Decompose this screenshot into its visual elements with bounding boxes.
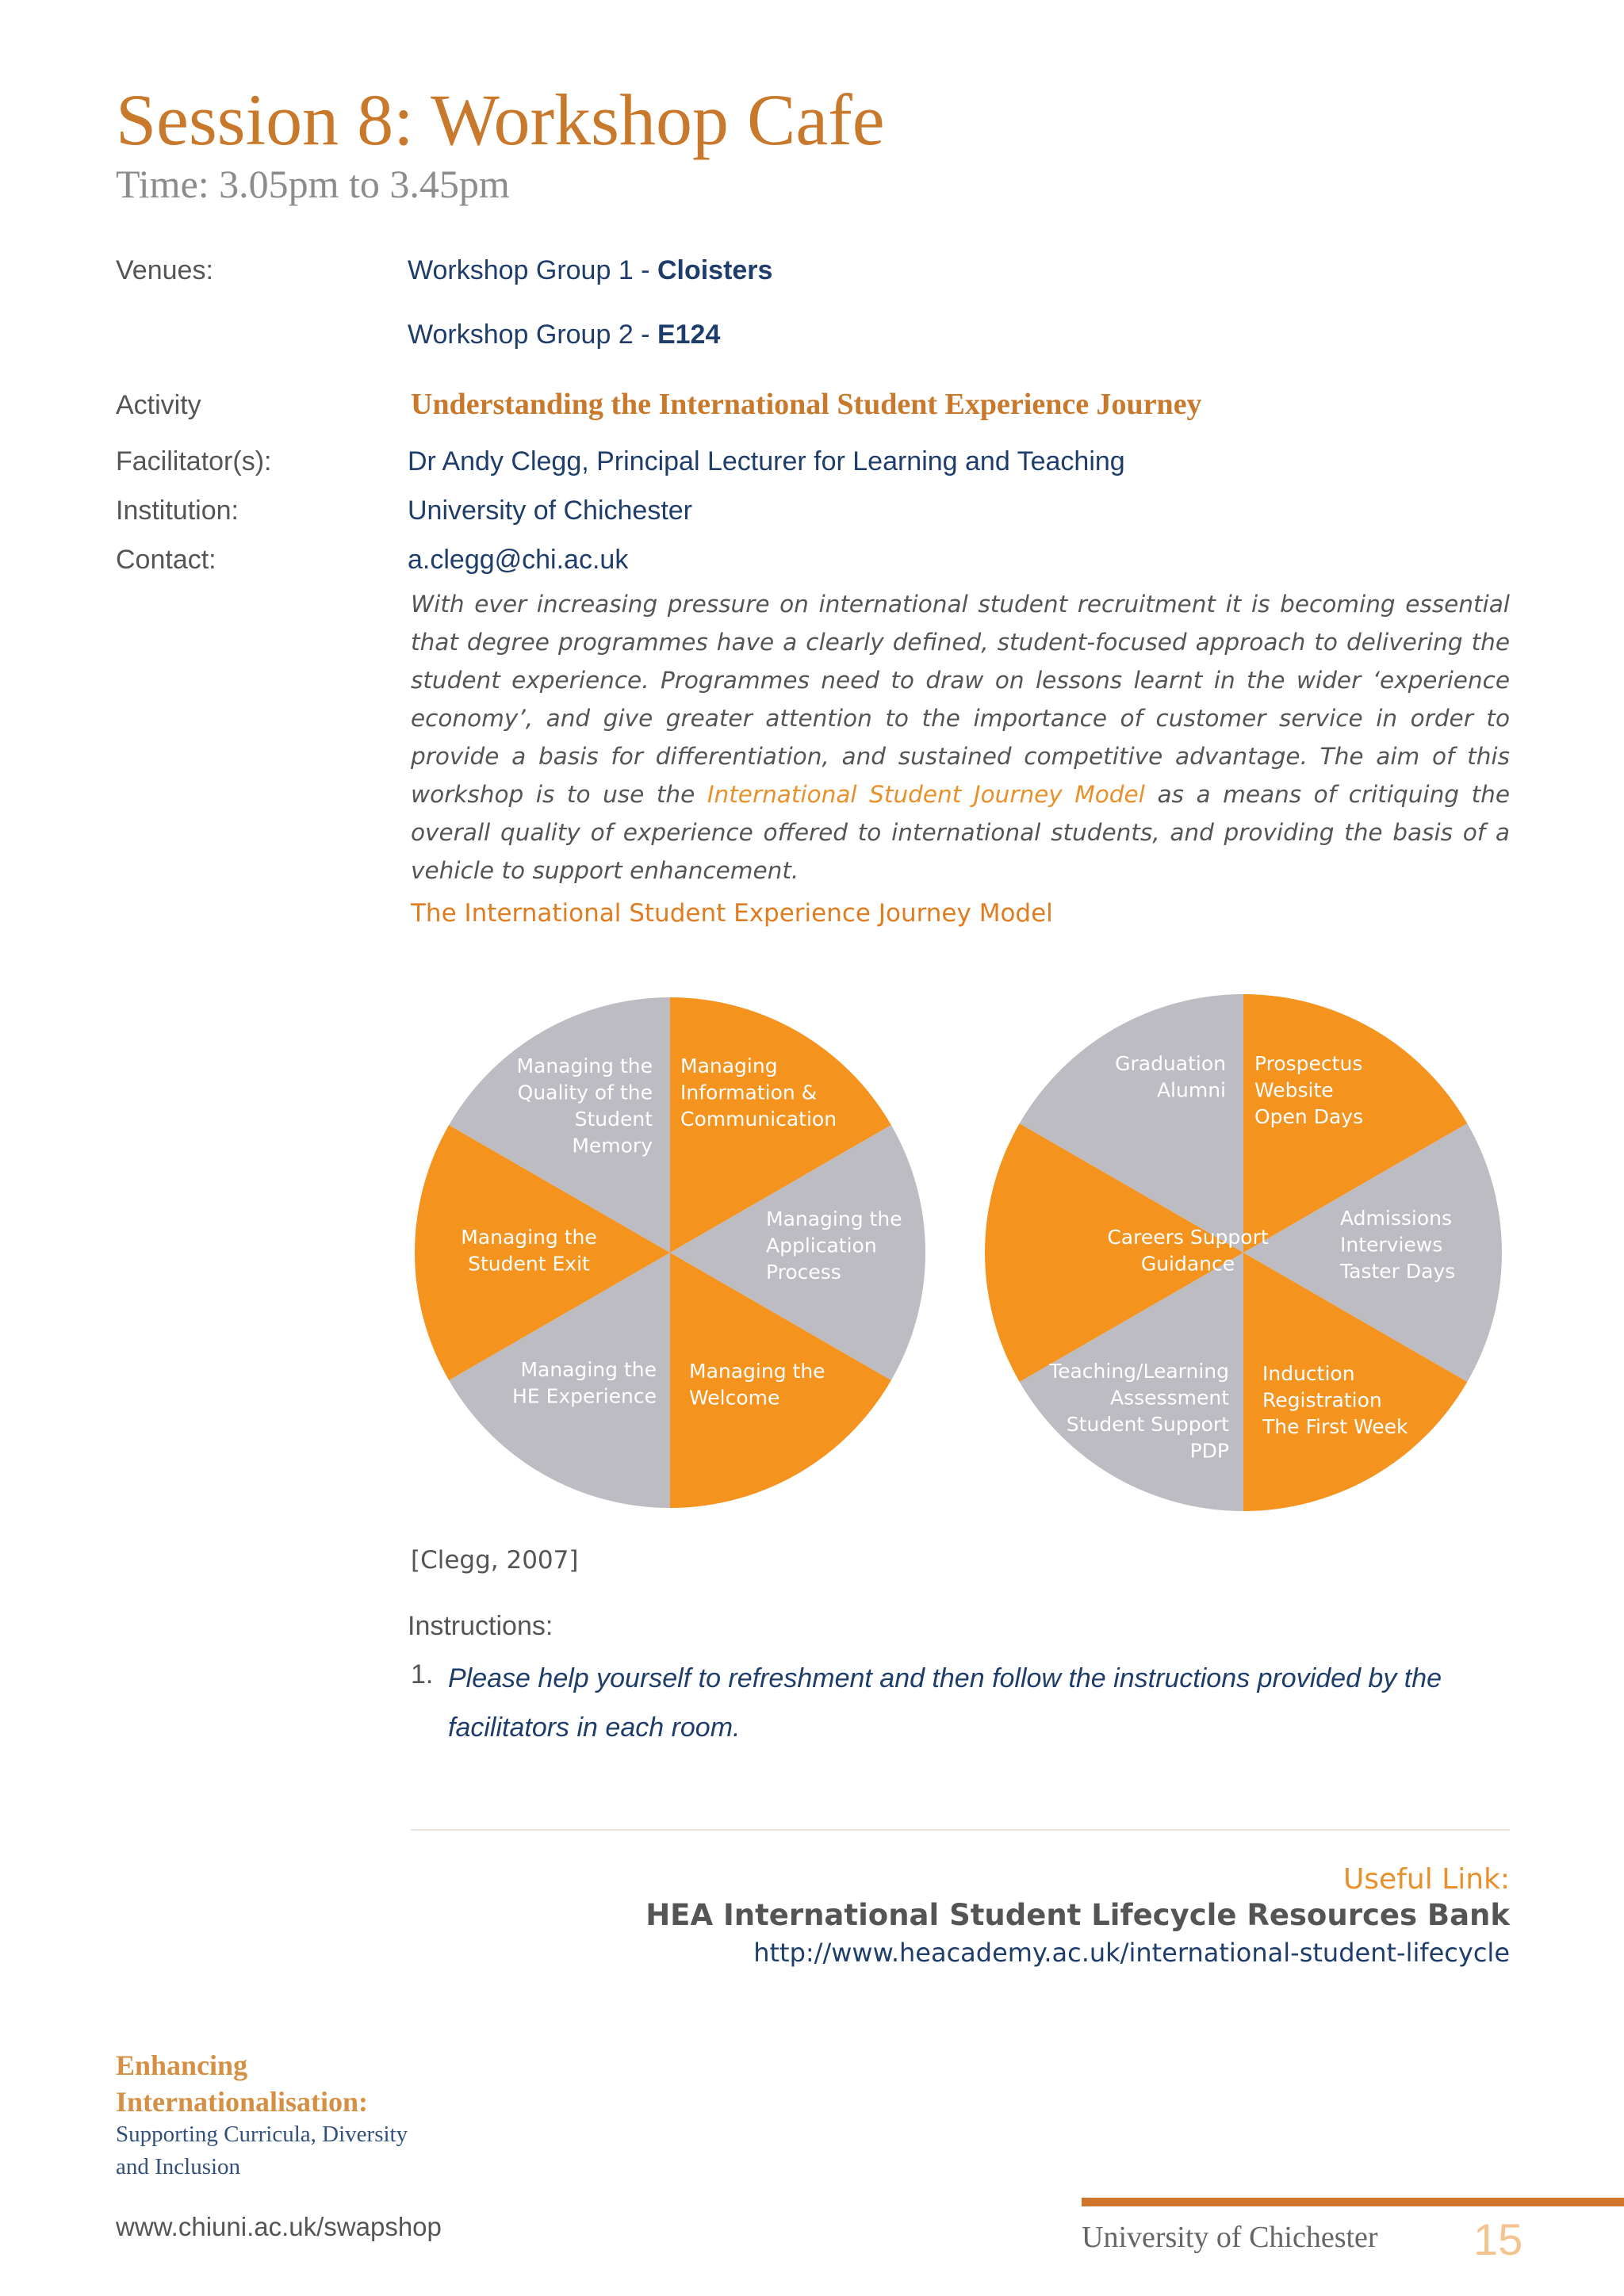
institution-value: University of Chichester [408, 496, 693, 526]
pie-label-line: Student [574, 1108, 653, 1131]
pie-label-line: PDP [1189, 1439, 1229, 1463]
brand-title-line-1: Enhancing [116, 2049, 248, 2081]
pie-label-line: Website [1254, 1078, 1334, 1102]
model-title: The International Student Experience Journey Model [411, 899, 1053, 928]
brand-title-line-2: Internationalisation: [116, 2086, 369, 2118]
page-title: Session 8: Workshop Cafe [116, 79, 885, 160]
pie-label-line: Communication [680, 1108, 837, 1131]
venue-group-2-prefix: Workshop Group 2 - [408, 320, 657, 350]
pie-label-line: Teaching/Learning [1049, 1360, 1229, 1383]
description-highlight: International Student Journey Model [707, 781, 1145, 808]
pie-label-line: Managing the [516, 1054, 653, 1077]
pie-label-line: Managing [680, 1054, 778, 1077]
activity-label: Activity [116, 390, 201, 420]
institution-label: Institution: [116, 496, 239, 526]
venue-group-1-room: Cloisters [657, 255, 773, 285]
venues-label: Venues: [116, 255, 213, 285]
pie-label-line: Interviews [1340, 1233, 1443, 1257]
pie-label-line: Information & [680, 1081, 818, 1104]
instruction-number: 1. [411, 1659, 434, 1689]
brand-subtitle-line-2: and Inclusion [116, 2154, 241, 2179]
activity-title: Understanding the International Student Experience Journey [411, 388, 1202, 421]
brand-subtitle [116, 2118, 408, 2183]
pie-label-line: The First Week [1262, 1415, 1408, 1438]
pie-label-line: Managing the [689, 1360, 825, 1383]
facilitator-label: Facilitator(s): [116, 446, 272, 476]
footer-bar [1082, 2198, 1624, 2206]
useful-link-label: Useful Link: [1342, 1863, 1510, 1896]
instructions-label: Instructions: [408, 1611, 553, 1641]
pie-label-line: Alumni [1156, 1078, 1226, 1102]
pie-left [415, 997, 925, 1508]
footer-url[interactable]: www.chiuni.ac.uk/swapshop [116, 2212, 442, 2241]
pie-label-line: Assessment [1110, 1386, 1229, 1410]
pie-right [985, 994, 1502, 1511]
facilitator-value: Dr Andy Clegg, Principal Lecturer for Learning and Teaching [408, 446, 1125, 476]
brand-title [116, 2047, 368, 2120]
pie-label-line: Careers Support [1107, 1226, 1269, 1249]
pie-label-line: Registration [1262, 1388, 1382, 1412]
pie-label-line: Quality of the [517, 1081, 653, 1104]
citation: [Clegg, 2007] [411, 1546, 579, 1575]
venue-group-2-room: E124 [657, 320, 721, 350]
pie-label-line: Prospectus [1254, 1052, 1363, 1075]
description-text-1: With ever increasing pressure on international student recruitment it is becoming essential that degree programmes have a clearly defined, student-focused approach to delivering the student experience. Programmes need to draw on lessons learnt in the wider ‘experience economy’, and give greater attention to the importance of customer service in order to provide a basis for differentiation, and sustained competitive advantage. The aim of this workshop is to use the [411, 591, 1510, 808]
pie-label-line: Welcome [689, 1386, 780, 1410]
pie-label-line: Managing the [766, 1207, 902, 1230]
brand-subtitle-line-1: Supporting Curricula, Diversity [116, 2122, 408, 2147]
pie-label-line: Induction [1262, 1362, 1355, 1385]
pie-label-line: Taster Days [1340, 1260, 1456, 1283]
pie-label-line: Guidance [1140, 1252, 1235, 1276]
pie-label-line: Student Support [1066, 1413, 1229, 1436]
pie-label-line: Memory [572, 1134, 653, 1158]
page-number: 15 [1473, 2214, 1523, 2264]
pie-label-line: Application [766, 1234, 877, 1257]
pie-label-line: Graduation [1115, 1052, 1226, 1075]
pie-label-line: Managing the [461, 1226, 597, 1249]
description-text-2: as a means of critiquing the overall quality of experience offered to international students, and providing the basis of a vehicle to support enhancement. [411, 781, 1510, 884]
pie-label-line: Admissions [1340, 1207, 1452, 1230]
useful-link-url[interactable]: http://www.heacademy.ac.uk/international-student-lifecycle [753, 1938, 1510, 1968]
instruction-text: Please help yourself to refreshment and then follow the instructions provided by the facilitators in each room. [448, 1663, 1442, 1743]
pie-label-line: Process [766, 1261, 841, 1284]
venue-group-1-prefix: Workshop Group 1 - [408, 255, 657, 285]
divider [411, 1829, 1510, 1831]
pie-label-line: HE Experience [512, 1384, 657, 1408]
useful-link-title: HEA International Student Lifecycle Resources Bank [645, 1898, 1510, 1932]
pie-label-line: Open Days [1254, 1105, 1364, 1128]
session-time: Time: 3.05pm to 3.45pm [116, 162, 510, 206]
footer-university: University of Chichester [1082, 2221, 1378, 2254]
contact-label: Contact: [116, 545, 216, 575]
pie-label-line: Student Exit [468, 1252, 590, 1276]
contact-email[interactable]: a.clegg@chi.ac.uk [408, 545, 629, 575]
pie-segment-label [1339, 1207, 1455, 1283]
pie-label-line: Managing the [520, 1358, 657, 1381]
